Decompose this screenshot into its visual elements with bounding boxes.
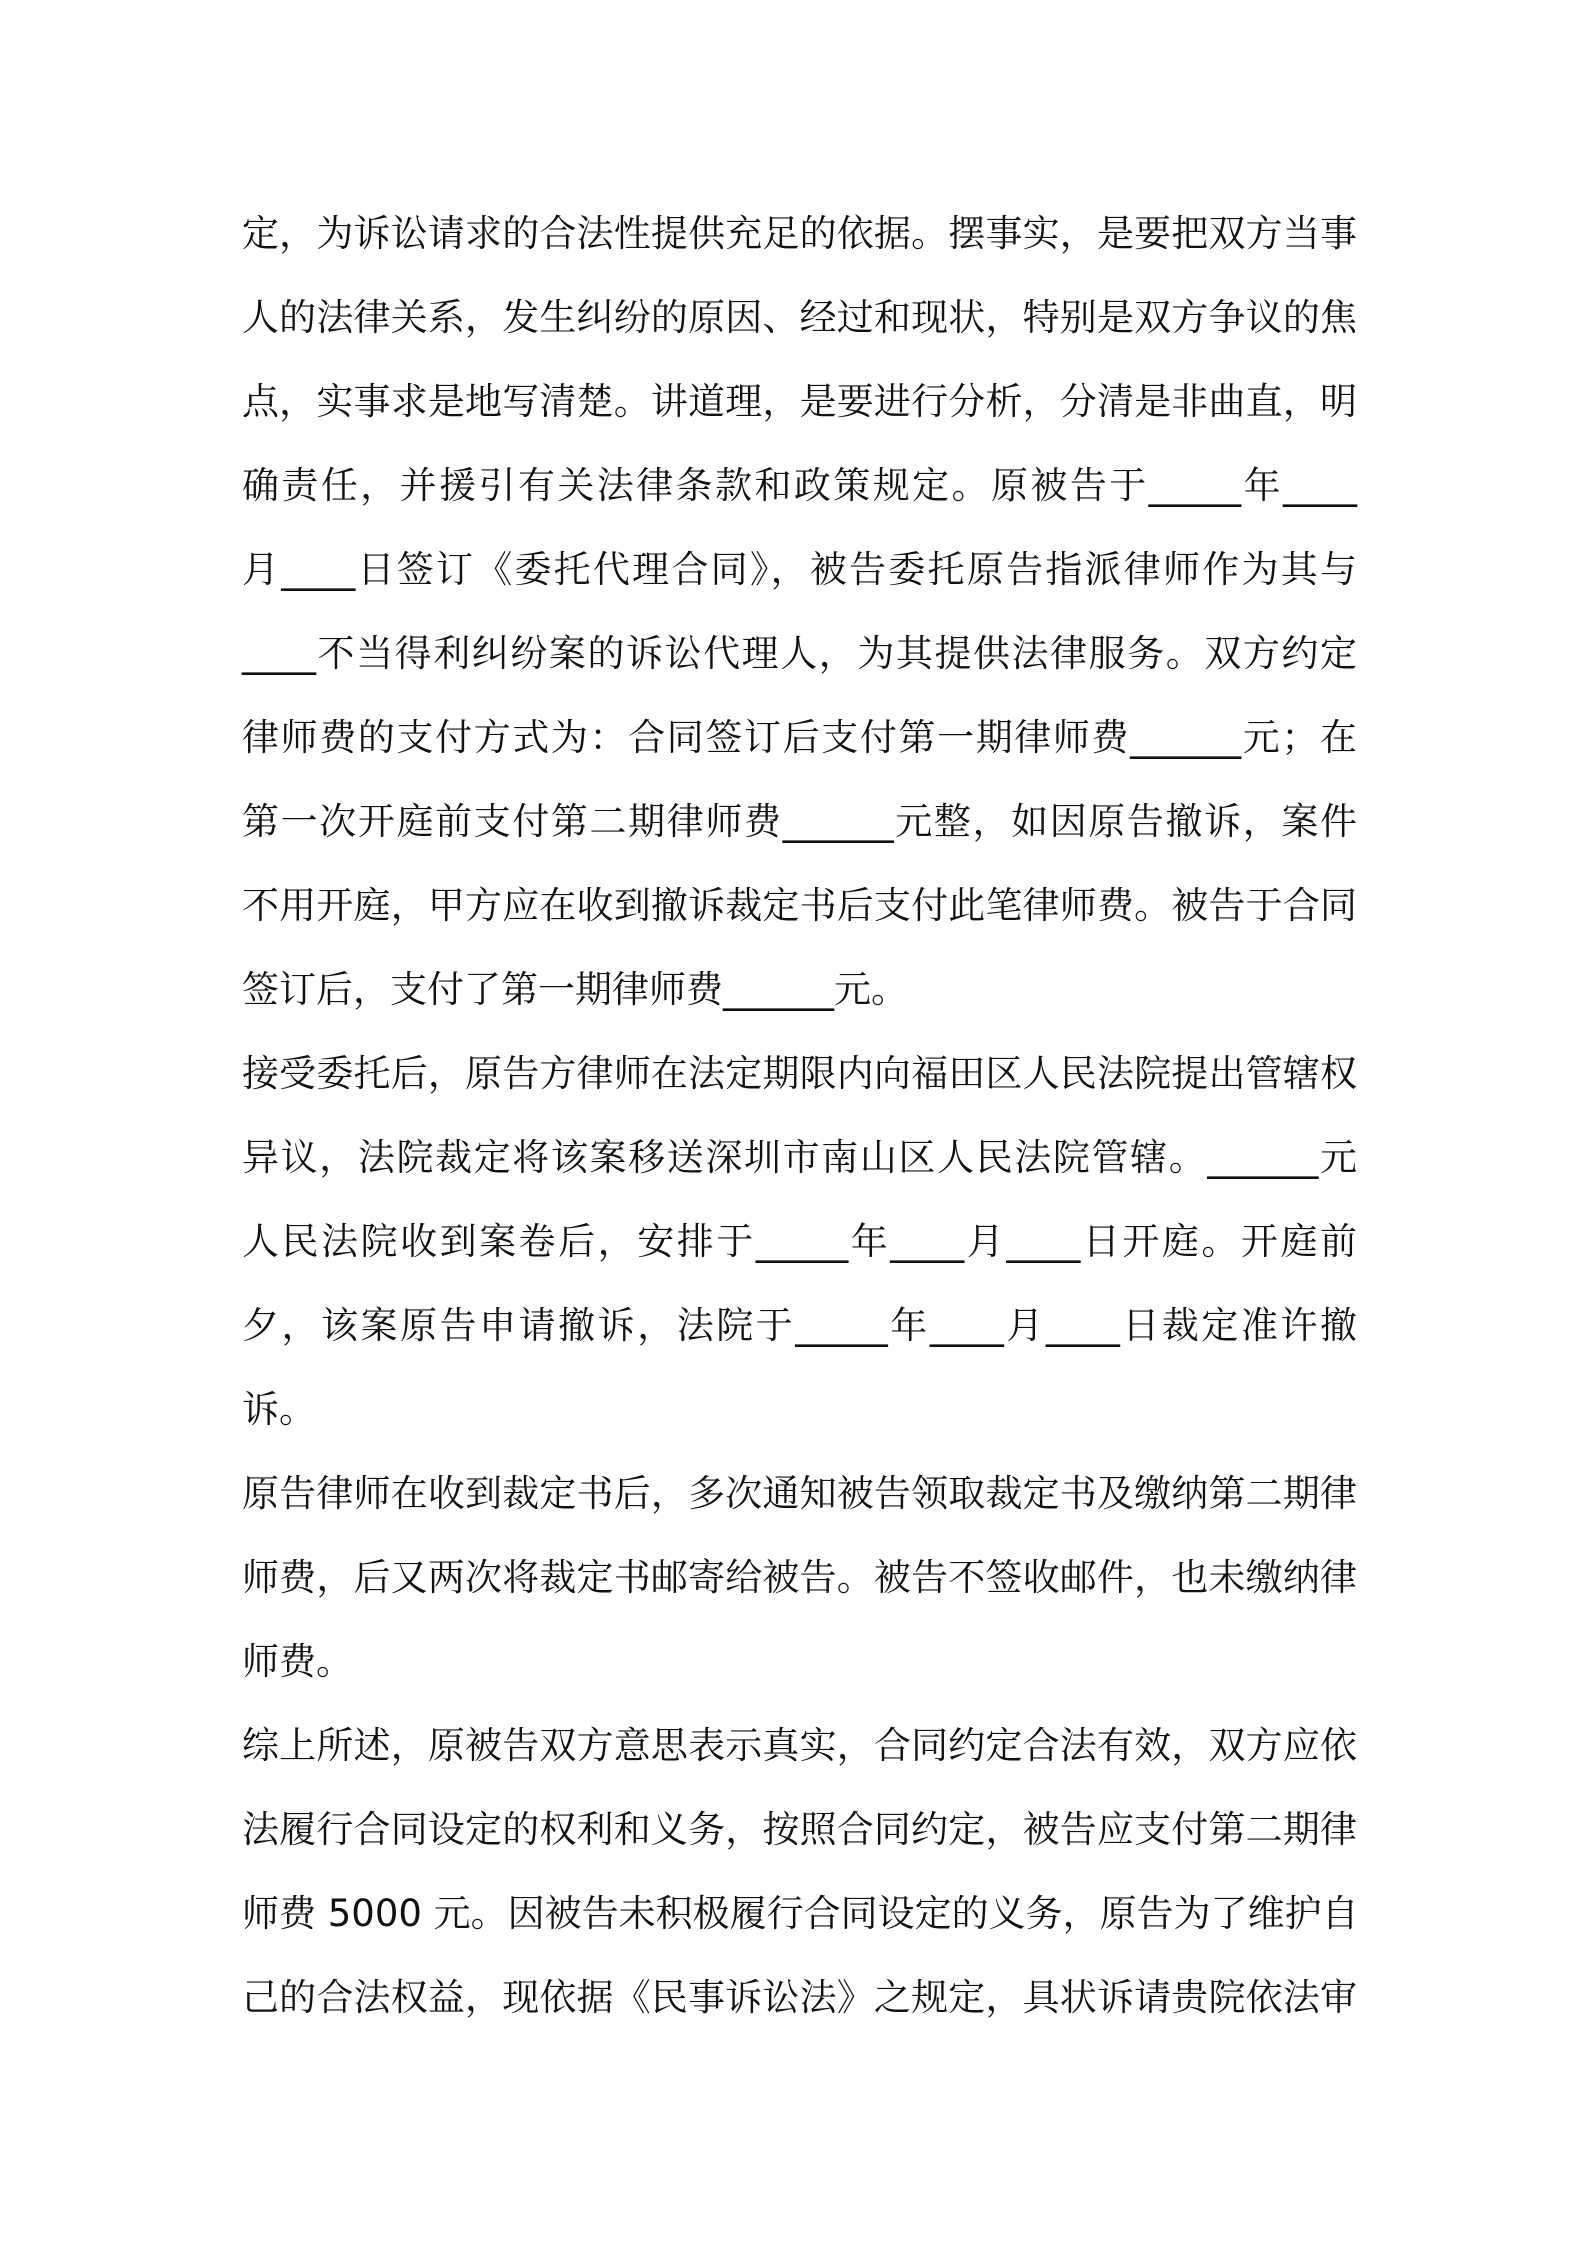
text-line: 人的法律关系，发生纠纷的原因、经过和现状，特别是双方争议的焦 — [242, 296, 1357, 339]
text-line: 接受委托后，原告方律师在法定期限内向福田区人民法院提出管辖权 — [242, 1052, 1357, 1095]
text-line: 第一次开庭前支付第二期律师费______元整，如因原告撤诉，案件 — [242, 800, 1357, 843]
text-line: 不用开庭，甲方应在收到撤诉裁定书后支付此笔律师费。被告于合同 — [242, 884, 1357, 927]
text-line: 诉。 — [242, 1388, 316, 1431]
text-line: 师费，后又两次将裁定书邮寄给被告。被告不签收邮件，也未缴纳律 — [242, 1556, 1357, 1599]
text-line: 综上所述，原被告双方意思表示真实，合同约定合法有效，双方应依 — [242, 1724, 1357, 1767]
text-line: 确责任，并援引有关法律条款和政策规定。原被告于_____年____ — [242, 464, 1357, 507]
text-line: 师费。 — [242, 1640, 353, 1683]
text-line: 己的合法权益，现依据《民事诉讼法》之规定，具状诉请贵院依法审 — [242, 1976, 1357, 2019]
text-line: 点，实事求是地写清楚。讲道理，是要进行分析，分清是非曲直，明 — [242, 380, 1357, 423]
text-line: 夕，该案原告申请撤诉，法院于_____年____月____日裁定准许撤 — [242, 1304, 1357, 1347]
document-body — [242, 192, 1357, 2040]
text-line: 人民法院收到案卷后，安排于_____年____月____日开庭。开庭前 — [242, 1220, 1357, 1263]
text-line: 异议，法院裁定将该案移送深圳市南山区人民法院管辖。______元 — [242, 1136, 1357, 1179]
text-line: 法履行合同设定的权利和义务，按照合同约定，被告应支付第二期律 — [242, 1808, 1357, 1851]
text-line: 定，为诉讼请求的合法性提供充足的依据。摆事实，是要把双方当事 — [242, 212, 1357, 255]
text-line: 师费 5000 元。因被告未积极履行合同设定的义务，原告为了维护自 — [242, 1892, 1359, 1935]
text-line: ____不当得利纠纷案的诉讼代理人，为其提供法律服务。双方约定 — [242, 632, 1357, 675]
text-line: 律师费的支付方式为：合同签订后支付第一期律师费______元；在 — [242, 716, 1357, 759]
text-line: 月____日签订《委托代理合同》，被告委托原告指派律师作为其与 — [242, 548, 1357, 591]
text-line: 签订后，支付了第一期律师费______元。 — [242, 968, 908, 1011]
text-line: 原告律师在收到裁定书后，多次通知被告领取裁定书及缴纳第二期律 — [242, 1472, 1357, 1515]
